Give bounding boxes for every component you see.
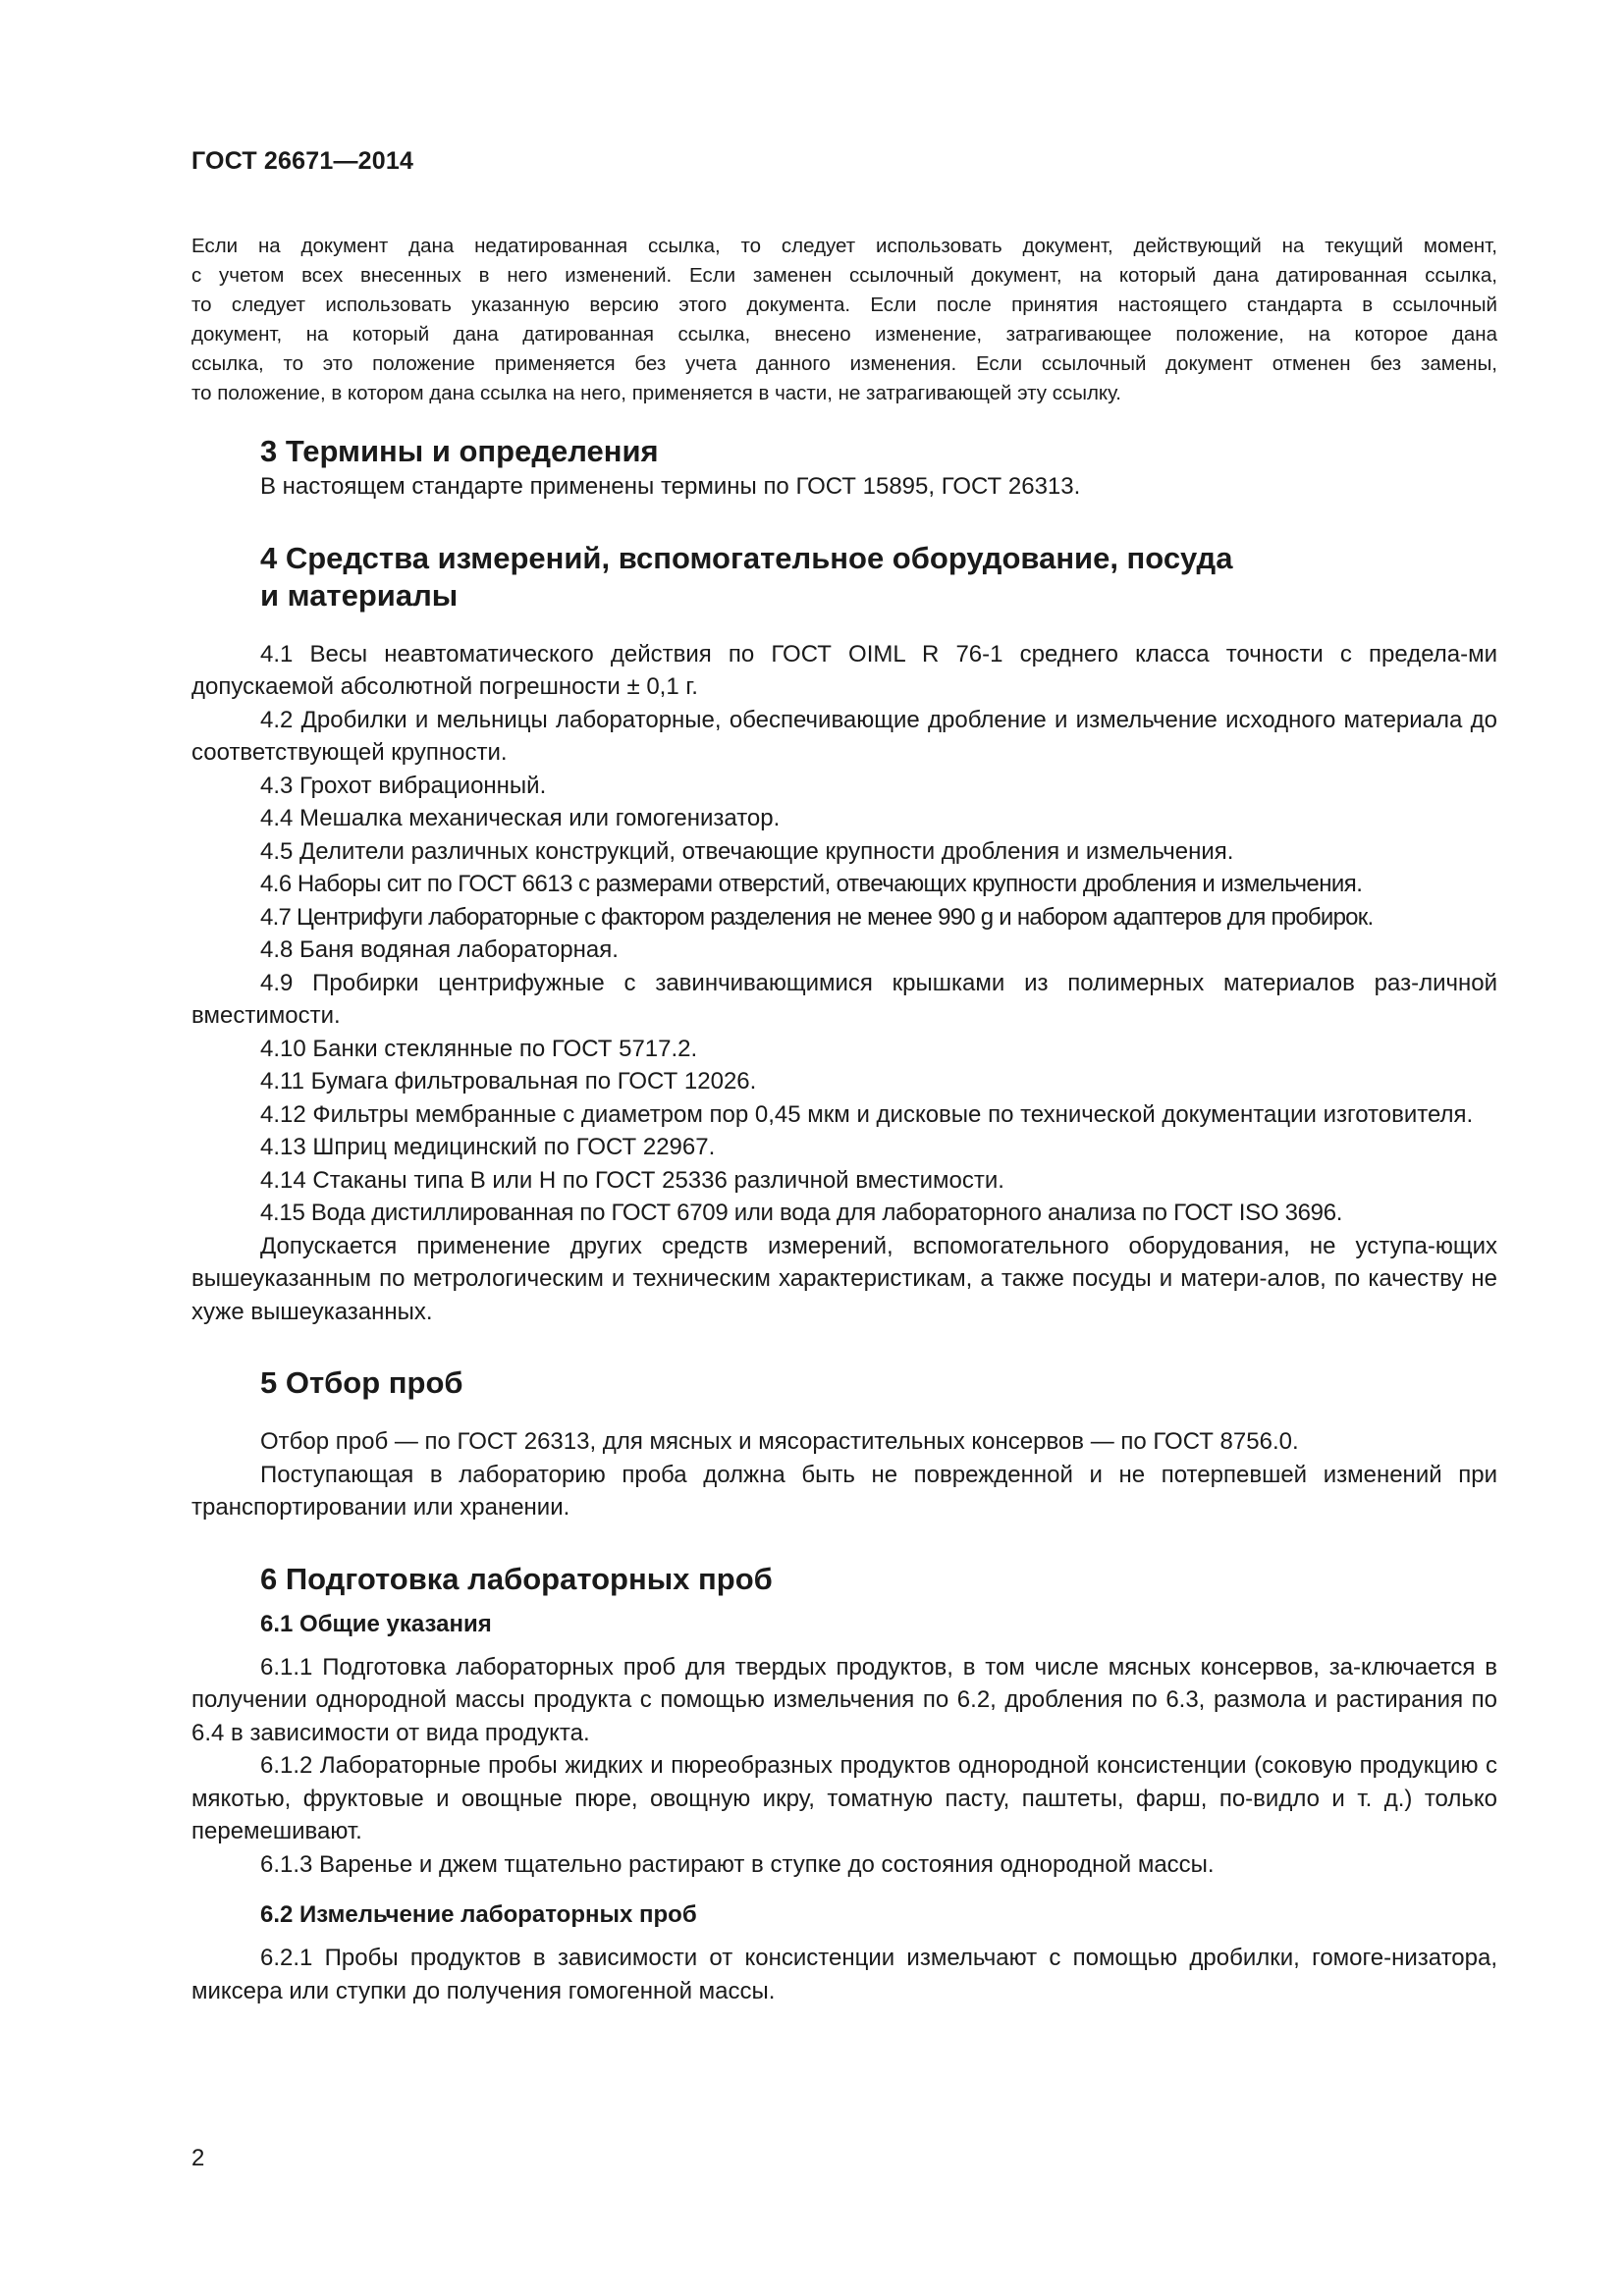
section-6-title: 6 Подготовка лабораторных проб [260, 1561, 773, 1596]
list-item: 4.2 Дробилки и мельницы лабораторные, обеспечивающие дробление и измельчение исходного материала до соответствующей крупности. [191, 706, 1497, 766]
paragraph: 6.1.2 Лабораторные пробы жидких и пюреобразных продуктов однородной консистенции (соковую продукцию с мякотью, фруктовые и овощные пюре, овощную икру, томатную пасту, паштеты, фарш, по-видло и т. д.) только перемешивают. [191, 1752, 1497, 1844]
subsection-6-1-title: 6.1 Общие указания [260, 1610, 492, 1637]
list-item: 4.1 Весы неавтоматического действия по ГОСТ OIML R 76-1 среднего класса точности с предела-ми допускаемой абсолютной погрешности ± 0,1 г. [191, 640, 1497, 700]
intro-line: то следует использовать указанную версию этого документа. Если после принятия настоящего стандарта в ссылочный [191, 294, 1497, 316]
list-item: 4.14 Стаканы типа В или Н по ГОСТ 25336 различной вместимости. [260, 1166, 1004, 1194]
paragraph: Поступающая в лабораторию проба должна быть не поврежденной и не потерпевшей изменений при транспортировании или хранении. [191, 1461, 1497, 1521]
section-4-title-line1: 4 Средства измерений, вспомогательное оборудование, посуда [260, 540, 1233, 575]
paragraph: 6.1.1 Подготовка лабораторных проб для твердых продуктов, в том числе мясных консервов, за-ключается в получении однородной массы продукта с помощью измельчения по 6.2, дробления по 6.3, размола и растирания по 6.4 в зависимости от вида продукта. [191, 1653, 1497, 1746]
subsection-6-1-text [191, 1651, 1497, 1882]
section-5-title: 5 Отбор проб [260, 1365, 463, 1400]
paragraph: 6.1.3 Варенье и джем тщательно растирают в ступке до состояния однородной массы. [260, 1850, 1215, 1878]
intro-line: Если на документ дана недатированная ссылка, то следует использовать документ, действующий на текущий момент, [191, 235, 1497, 257]
list-item: 4.7 Центрифуги лабораторные с фактором разделения не менее 990 g и набором адаптеров для пробирок. [260, 903, 1374, 931]
intro-line: то положение, в котором дана ссылка на него, применяется в части, не затрагивающей эту ссылку. [191, 382, 1122, 404]
list-item: 4.11 Бумага фильтровальная по ГОСТ 12026. [260, 1068, 757, 1095]
list-item: 4.8 Баня водяная лабораторная. [260, 936, 619, 963]
list-item: 4.15 Вода дистиллированная по ГОСТ 6709 или вода для лабораторного анализа по ГОСТ ISO 3696. [260, 1200, 1343, 1226]
list-item: 4.4 Мешалка механическая или гомогенизатор. [260, 805, 781, 831]
list-item: 4.3 Грохот вибрационный. [260, 772, 547, 799]
section-4-title [191, 540, 1497, 614]
section-4-items [191, 638, 1497, 1329]
running-header: ГОСТ 26671—2014 [191, 147, 414, 175]
section-5-text [191, 1425, 1497, 1524]
subsection-6-2-text [191, 1942, 1497, 2007]
intro-paragraph [191, 232, 1497, 408]
section-3-text: В настоящем стандарте применены термины по ГОСТ 15895, ГОСТ 26313. [260, 473, 1081, 500]
page-number: 2 [191, 2145, 205, 2171]
list-item: Допускается применение других средств измерений, вспомогательного оборудования, не уступа-ющих вышеуказанным по метрологическим и техническим характеристикам, а также посуды и матери-алов, по качеству не хуже вышеуказанных. [191, 1232, 1497, 1325]
intro-line: ссылка, то это положение применяется без учета данного изменения. Если ссылочный документ отменен без замены, [191, 352, 1497, 375]
list-item: 4.13 Шприц медицинский по ГОСТ 22967. [260, 1134, 716, 1160]
intro-line: с учетом всех внесенных в него изменений. Если заменен ссылочный документ, на который дана датированная ссылка, [191, 264, 1497, 287]
list-item: 4.12 Фильтры мембранные с диаметром пор 0,45 мкм и дисковые по технической документации изготовителя. [260, 1100, 1474, 1128]
paragraph: 6.2.1 Пробы продуктов в зависимости от консистенции измельчают с помощью дробилки, гомоге-низатора, миксера или ступки до получения гомогенной массы. [191, 1945, 1497, 2004]
section-3-title: 3 Термины и определения [260, 434, 659, 468]
list-item: 4.9 Пробирки центрифужные с завинчивающимися крышками из полимерных материалов раз-личной вместимости. [191, 969, 1497, 1029]
paragraph: Отбор проб — по ГОСТ 26313, для мясных и мясорастительных консервов — по ГОСТ 8756.0. [260, 1428, 1299, 1455]
list-item: 4.6 Наборы сит по ГОСТ 6613 с размерами отверстий, отвечающих крупности дробления и измельчения. [260, 871, 1363, 897]
section-4-title-line2: и материалы [260, 577, 459, 613]
list-item: 4.10 Банки стеклянные по ГОСТ 5717.2. [260, 1035, 698, 1062]
subsection-6-2-title: 6.2 Измельчение лабораторных проб [260, 1901, 697, 1928]
intro-line: документ, на который дана датированная ссылка, внесено изменение, затрагивающее положение, на которое дана [191, 323, 1497, 346]
list-item: 4.5 Делители различных конструкций, отвечающие крупности дробления и измельчения. [260, 837, 1234, 865]
document-page [191, 147, 1497, 2007]
